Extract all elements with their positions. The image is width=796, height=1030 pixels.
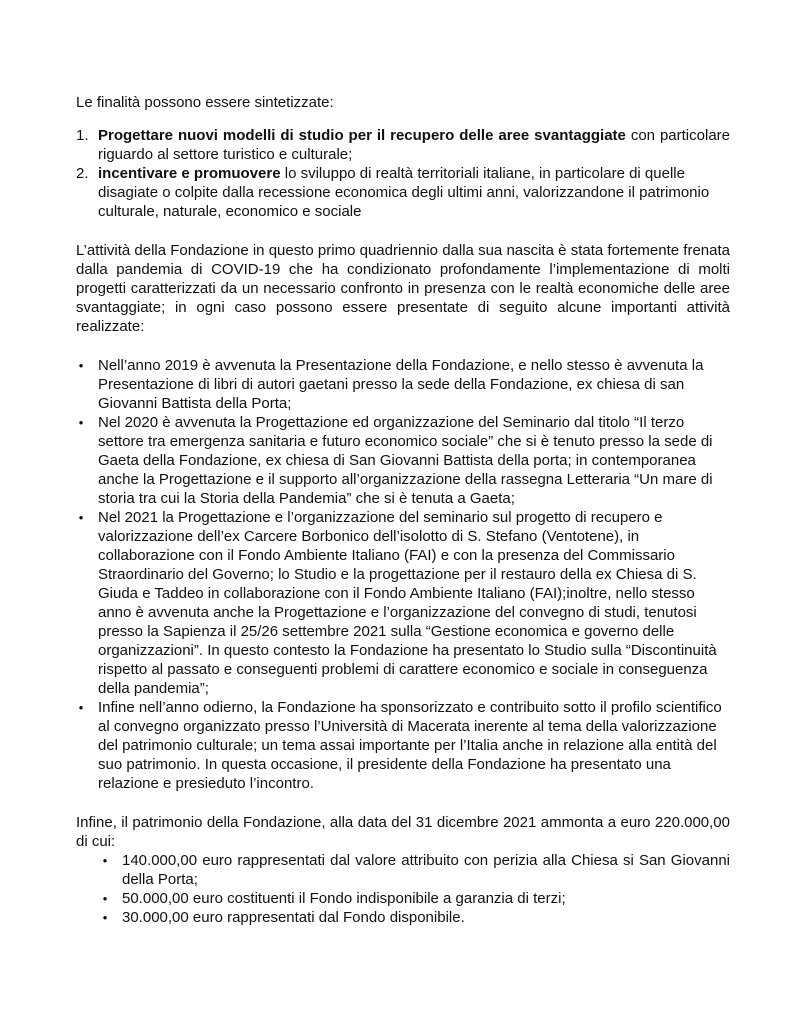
bullet-icon: • xyxy=(78,700,84,715)
goal-number: 1. xyxy=(76,127,89,144)
patrimony-text: 50.000,00 euro costituenti il Fondo indisponibile a garanzia di terzi; xyxy=(122,890,566,907)
goal-rest-text: con particolare riguardo al settore turistico e culturale; xyxy=(98,127,730,163)
goal-item xyxy=(76,164,730,221)
list-item xyxy=(100,889,730,908)
patrimony-text: 140.000,00 euro rappresentati dal valore attribuito con perizia alla Chiesa si San Giovanni della Porta; xyxy=(122,852,730,888)
activity-text: Infine nell’anno odierno, la Fondazione ha sponsorizzato e contribuito sotto il profilo scientifico al convegno organizzato presso l’Università di Macerata inerente al tema della valorizzazione del patrimonio culturale; un tema assai importante per l’Italia anche in relazione alla entità del suo patrimonio. In questa occasione, il presidente della Fondazione ha presentato una relazione e presieduto l’incontro. xyxy=(98,699,722,792)
activity-text: Nel 2021 la Progettazione e l’organizzazione del seminario sul progetto di recupero e valorizzazione dell’ex Carcere Borbonico dell’isolotto di S. Stefano (Ventotene), in collaborazione con il Fondo Ambiente Italiano (FAI) e con la presenza del Commissario Straordinario del Governo; lo Studio e la progettazione per il restauro della ex Chiesa di S. Giuda e Taddeo in collaborazione con il Fondo Ambiente Italiano (FAI);inoltre, nello stesso anno è avvenuta anche la Progettazione e l’organizzazione del convegno di studi, tenutosi presso la Sapienza il 25/26 settembre 2021 sulla “Gestione economica e governo delle organizzazioni”. In questo contesto la Fondazione ha presentato lo Studio sulla “Discontinuità rispetto al passato e conseguenti problemi di carattere economico e sociale in conseguenza della pandemia”; xyxy=(98,509,717,697)
list-item xyxy=(100,851,730,889)
goal-rest-text: lo sviluppo di realtà territoriali italiane, in particolare di quelle disagiate o colpite dalla recessione economica degli ultimi anni, valorizzandone il patrimonio culturale, naturale, economico e sociale xyxy=(98,165,710,220)
bullet-icon: • xyxy=(78,415,84,430)
activity-text: Nell’anno 2019 è avvenuta la Presentazione della Fondazione, e nello stesso è avvenuta la Presentazione di libri di autori gaetani presso la sede della Fondazione, ex chiesa di san Giovanni Battista della Porta; xyxy=(98,357,704,412)
activity-paragraph: L’attività della Fondazione in questo primo quadriennio dalla sua nascita è stata fortemente frenata dalla pandemia di COVID-19 che ha condizionato profondamente l’implementazione di molti progetti caratterizzati da un necessario confronto in presenza con le realtà economiche delle aree svantaggiate; in ogni caso possono essere presentate di seguito alcune importanti attività realizzate: xyxy=(76,242,730,335)
list-item xyxy=(76,356,730,413)
patrimony-paragraph: Infine, il patrimonio della Fondazione, alla data del 31 dicembre 2021 ammonta a euro 220.000,00 di cui: xyxy=(76,814,730,850)
list-item xyxy=(76,413,730,508)
activity-text: Nel 2020 è avvenuta la Progettazione ed organizzazione del Seminario dal titolo “Il terzo settore tra emergenza sanitaria e futuro economico sociale” che si è tenuto presso la sede di Gaeta della Fondazione, ex chiesa di San Giovanni Battista della porta; in contemporanea anche la Progettazione e il supporto all’organizzazione della rassegna Letteraria “Un mare di storia tra cui la Storia della Pandemia” che si è tenuta a Gaeta; xyxy=(98,414,713,507)
intro-text: Le finalità possono essere sintetizzate: xyxy=(76,94,334,111)
goal-bold-text: incentivare e promuovere xyxy=(98,165,281,182)
bullet-icon: • xyxy=(78,358,84,373)
goal-bold-text: Progettare nuovi modelli di studio per il recupero delle aree svantaggiate xyxy=(98,127,626,144)
bullet-icon: • xyxy=(102,891,108,906)
bullet-icon: • xyxy=(102,910,108,925)
patrimony-text: 30.000,00 euro rappresentati dal Fondo disponibile. xyxy=(122,909,465,926)
bullet-icon: • xyxy=(102,853,108,868)
activities-list xyxy=(76,356,730,793)
goal-text xyxy=(98,164,730,221)
bullet-icon: • xyxy=(78,510,84,525)
goal-text xyxy=(98,126,730,164)
document-page xyxy=(76,93,730,927)
goal-number: 2. xyxy=(76,165,89,182)
patrimony-list xyxy=(76,851,730,927)
goal-item xyxy=(76,126,730,164)
list-item xyxy=(76,508,730,698)
list-item xyxy=(76,698,730,793)
goals-list xyxy=(76,126,730,221)
list-item xyxy=(100,908,730,927)
